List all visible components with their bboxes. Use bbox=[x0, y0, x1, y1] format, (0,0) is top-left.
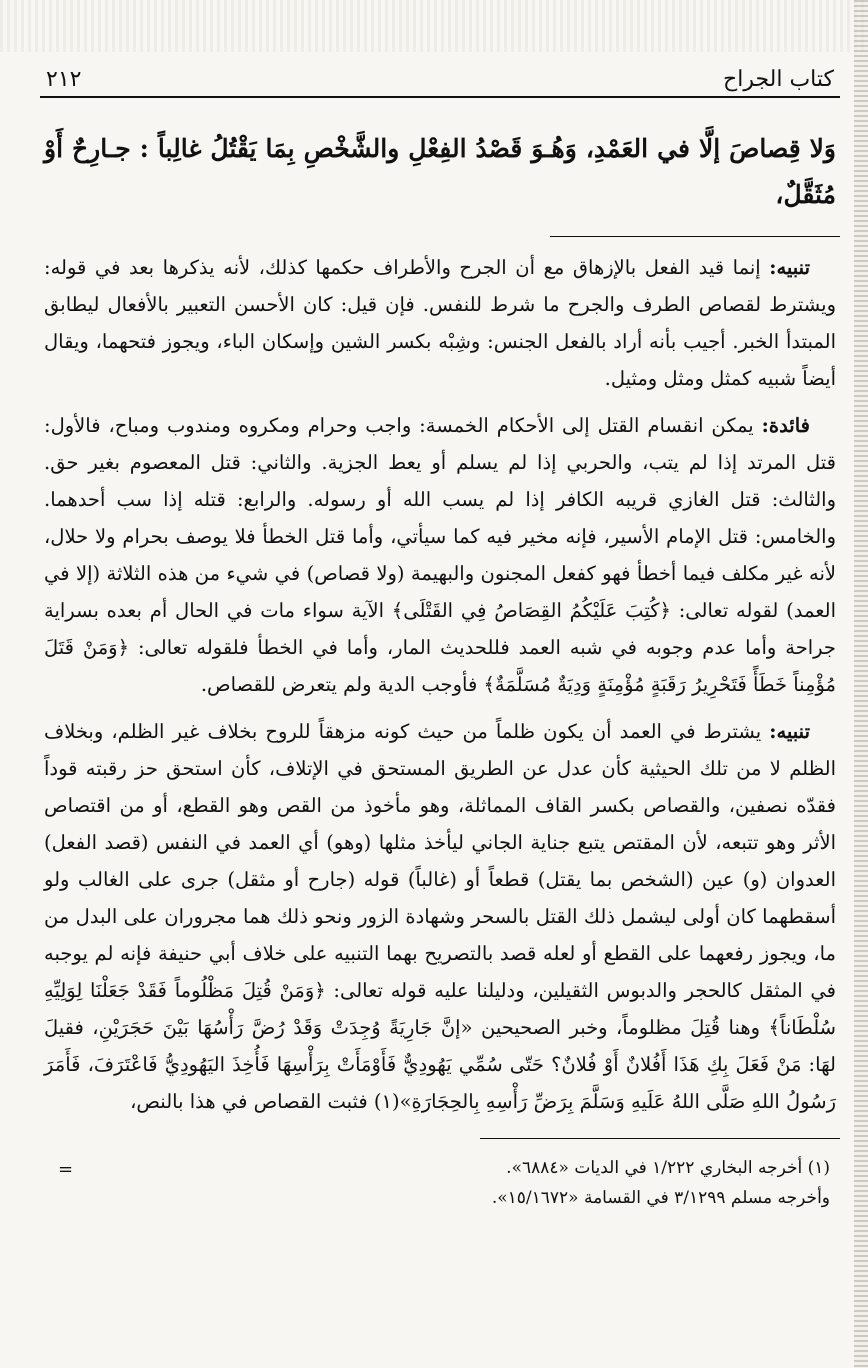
paragraph-text: يشترط في العمد أن يكون ظلماً من حيث كونه مزهقاً للروح بخلاف غير الظلم، وبخلاف الظلم لا من تلك الحيثية كأن عدل عن الطريق المستحق في الإتلاف، كأن استحق حز رقبته قوداً فقدّه نصفين، والقصاص بكسر القاف المماثلة، وهو مأخوذ من القص وهو القطع، أو من اقتصاص الأثر وهو تتبعه، لأن المقتص يتبع جناية الجاني ليأخذ مثلها (وهو) أي العمد في النفس (قصد الفعل) العدوان (و) عين (الشخص بما يقتل) قطعاً أو (غالباً) قوله (جارح أو مثقل) جرى على الغالب ولو أسقطهما كان أولى ليشمل ذلك القتل بالسحر وشهادة الزور ونحو ذلك هما مجروران على البدل من ما، ويجوز رفعهما على القطع أو لعله قصد بالتصريح بهما التنبيه على خلاف أبي حنيفة فإنه لم يوجبه في المثقل كالحجر والدبوس الثقيلين، ودليلنا عليه قوله تعالى: ﴿وَمَنْ قُتِلَ مَظْلُوماً فَقَدْ جَعَلْنَا لِوَلِيِّهِ سُلْطَاناً﴾ وهنا قُتِلَ مظلوماً، وخبر الصحيحين «إنَّ جَارِيَةً وُجِدَتْ وَقَدْ رُضَّ رَأْسُهَا بَيْنَ حَجَرَيْنِ، فقيلَ لهَا: مَنْ فَعَلَ بِكِ هَذَا أَفُلانٌ أَوْ فُلانٌ؟ حَتّى سُمِّي يَهُودِيٌّ فَأَوْمَأَتْ بِرَأْسِهَا فَأُخِذَ اليَهُودِيُّ فَاعْتَرَفَ، فَأَمَرَ رَسُولُ اللهِ صَلَّى اللهُ عَلَيهِ وَسَلَّمَ بِرَضِّ رَأْسِهِ بِالحِجَارَةِ»(١) فثبت القصاص في هذا بالنص، bbox=[44, 720, 836, 1113]
footnote-line: (١) أخرجه البخاري ١/٢٢٢ في الديات «٦٨٨٤». bbox=[506, 1158, 830, 1178]
page-number: ٢١٢ bbox=[46, 67, 82, 92]
matn-text: وَلا قِصاصَ إلَّا في العَمْدِ، وَهُـوَ قَصْدُ الفِعْلِ والشَّخْصِ بِمَا يَقْتُلُ غالِباً : جـارِحٌ أَوْ مُثَقَّلٌ، bbox=[44, 134, 836, 209]
paragraph-text: يمكن انقسام القتل إلى الأحكام الخمسة: واجب وحرام ومكروه ومندوب ومباح، فالأول: قتل المرتد إذا لم يتب، والحربي إذا لم يسلم أو يعط الجزية. والثاني: قتل المعصوم بغير حق. والثالث: قتل الغازي قريبه الكافر إذا لم يسب الله أو رسوله. والرابع: قتله إذا سب أحدهما. والخامس: قتل الإمام الأسير، فإنه مخير فيه كما سيأتي، وأما قتل الخطأ فلا يوصف بحرام ولا حلال، لأنه غير مكلف فيما أخطأ فهو كفعل المجنون والبهيمة (ولا قصاص) في شيء من هذه الثلاثة (إلا في العمد) لقوله تعالى: ﴿كُتِبَ عَلَيْكُمُ القِصَاصُ فِي القَتْلَى﴾ الآية سواء مات في الحال أم بعده بسراية جراحة وأما عدم وجوبه في شبه العمد فللحديث المار، وأما في الخطأ فلقوله تعالى: ﴿وَمَنْ قَتَلَ مُؤْمِناً خَطَأً فَتَحْرِيرُ رَقَبَةٍ مُؤْمِنَةٍ وَدِيَةٌ مُسَلَّمَةٌ﴾ فأوجب الدية ولم يتعرض للقصاص. bbox=[44, 414, 836, 696]
paragraph-text: إنما قيد الفعل بالإزهاق مع أن الجرح والأطراف حكمها كذلك، لأنه يذكرها بعد في قوله: ويشترط لقصاص الطرف والجرح ما شرط للنفس. فإن قيل: كان الأحسن التعبير بالأفعال ليطابق المبتدأ الخبر. أجيب بأنه أراد بالفعل الجنس: وشِبْه بكسر الشين وإسكان الباء، ويجوز فتحهما، ويقال أيضاً شبيه كمثل ومثل ومثيل. bbox=[44, 256, 836, 390]
commentary-paragraph bbox=[40, 249, 840, 397]
footnote-separator bbox=[480, 1138, 840, 1139]
page-binding-edge bbox=[854, 0, 868, 1368]
footnotes bbox=[40, 1153, 840, 1213]
paragraph-lead: فائدة: bbox=[761, 414, 810, 437]
book-title: كتاب الجراح bbox=[723, 67, 834, 92]
commentary-paragraph bbox=[40, 407, 840, 703]
book-page bbox=[40, 52, 840, 1352]
running-header bbox=[40, 52, 840, 98]
footnote-line: وأخرجه مسلم ٣/١٢٩٩ في القسامة «١٥/١٦٧٢». bbox=[491, 1188, 830, 1208]
commentary-paragraph bbox=[40, 713, 840, 1120]
paragraph-lead: تنبيه: bbox=[769, 720, 810, 743]
paragraph-lead: تنبيه: bbox=[769, 256, 810, 279]
matn-separator bbox=[550, 236, 840, 237]
margin-mark: = bbox=[58, 1159, 74, 1180]
scan-top-edge bbox=[0, 0, 868, 52]
